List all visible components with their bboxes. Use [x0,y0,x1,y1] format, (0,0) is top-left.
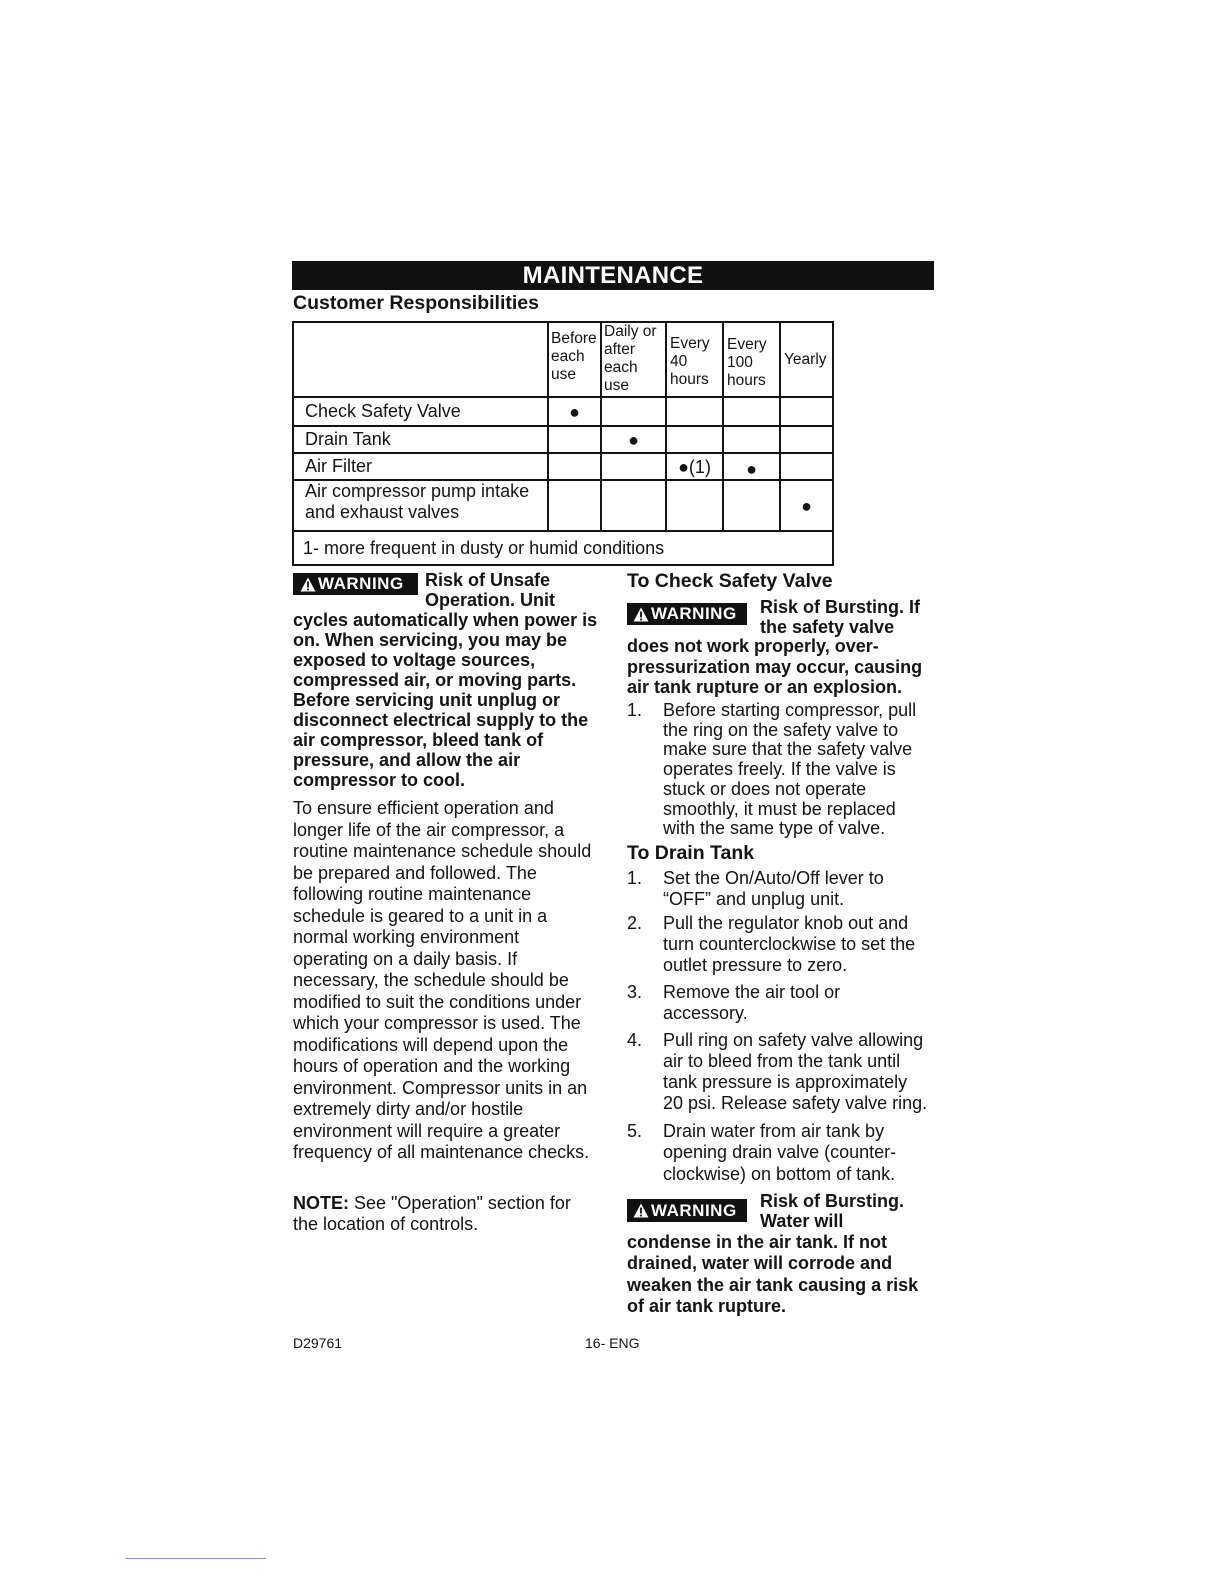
task-label [293,426,548,453]
schedule-mark [723,426,780,453]
warning-body-line: pressure, and allow the air [293,750,521,770]
warning-heading-line: the safety valve [760,617,895,637]
unsafe-operation-warning-body [293,610,597,790]
warning-body-line: air compressor, bleed tank of [293,730,544,750]
warning-heading-line: Operation. Unit [425,590,555,610]
column-header-line: Every [727,336,767,353]
warning-badge-label: WARNING [651,1200,737,1220]
task-label-line: Drain Tank [305,429,391,449]
column-header-every-40-hours [666,322,723,397]
paragraph-line: hours of operation and the working [293,1056,571,1076]
schedule-mark [601,397,666,426]
tank-water-warning-heading [760,1191,904,1231]
column-header-line: Every [670,335,710,352]
schedule-mark [723,397,780,426]
column-header-line: Yearly [784,350,827,368]
paragraph-line: longer life of the air compressor, a [293,819,565,840]
warning-badge [627,603,747,625]
schedule-row-drain-tank [293,426,833,453]
step-number: 4. [627,1029,643,1050]
step-text-line: outlet pressure to zero. [663,955,848,976]
schedule-footnote: 1- more frequent in dusty or humid conditions [293,531,833,565]
task-label-line: Check Safety Valve [305,401,461,421]
step-text [663,1121,896,1186]
warning-body-line: of air tank rupture. [627,1295,787,1316]
column-header-line: use [551,366,576,383]
column-header-line: after [604,341,636,358]
step-text-line: with the same type of valve. [663,818,886,839]
drain-tank-step [627,1030,927,1115]
step-text-line: clockwise) on bottom of tank. [663,1163,896,1184]
paragraph-line: schedule is geared to a unit in a [293,905,548,926]
decorative-rule [125,1558,266,1559]
paragraph-line: To ensure efficient operation and [293,798,554,818]
paragraph-line: routine maintenance schedule should [293,841,592,861]
schedule-mark: ● [548,397,601,426]
column-header-yearly [780,322,833,397]
warning-triangle-icon [300,577,316,592]
step-text-line: Pull the regulator knob out and [663,912,909,933]
document-id: D29761 [293,1335,343,1351]
warning-body-line: air tank rupture or an explosion. [627,677,903,697]
schedule-mark [666,480,723,531]
warning-triangle-icon [633,1203,649,1218]
paragraph-line: necessary, the schedule should be [293,970,569,990]
controls-note [293,1193,571,1235]
schedule-mark [780,397,833,426]
column-header-before-each-use [548,322,601,397]
safety-valve-warning-heading [760,597,920,637]
step-text-line: air to bleed from the tank until [663,1050,901,1071]
step-text-line: opening drain valve (counter- [663,1142,897,1162]
warning-body-line: compressor to cool. [293,770,466,790]
task-label-line: Air compressor pump intake [305,481,530,501]
check-safety-valve-title: To Check Safety Valve [627,570,833,592]
step-text-line: make sure that the safety valve [663,739,913,760]
column-header-line: Before [551,330,597,347]
step-number: 1. [627,700,643,720]
schedule-header-row [293,322,833,397]
paragraph-line: extremely dirty and/or hostile [293,1099,524,1119]
step-number: 5. [627,1120,643,1141]
column-header-line: hours [670,371,709,388]
schedule-row-air-filter [293,453,833,480]
warning-heading-line: Risk of Unsafe [425,570,551,590]
paragraph-line: which your compressor is used. The [293,1013,581,1033]
paragraph-line: modifications will depend upon the [293,1034,569,1055]
warning-badge [627,1199,747,1222]
column-header-daily [601,322,666,397]
schedule-mark [723,480,780,531]
warning-body-line: cycles automatically when power is [293,610,598,630]
warning-heading-line: Risk of Bursting. [760,1191,905,1211]
note-line: the location of controls. [293,1214,479,1234]
schedule-mark [548,426,601,453]
step-text [663,1030,927,1115]
step-text-line: stuck or does not operate [663,778,867,799]
note-line [293,1193,571,1214]
step-text-line: operates freely. If the valve is [663,759,896,780]
page-number: 16- ENG [585,1335,640,1351]
tank-water-warning-body [627,1232,918,1317]
step-text-line: 20 psi. Release safety valve ring. [663,1093,928,1114]
customer-responsibilities-title: Customer Responsibilities [293,292,539,314]
step-text-line: Set the On/Auto/Off lever to [663,867,884,888]
step-text-line: Remove the air tool or [663,981,841,1002]
schedule-mark [666,426,723,453]
column-header-line: hours [727,372,766,389]
schedule-mark: ● [780,480,833,531]
warning-body-line: Before servicing unit unplug or [293,690,561,710]
page-title: MAINTENANCE [522,262,704,289]
column-header-line: each [551,348,585,365]
schedule-footnote-row [293,531,833,565]
step-text-line: Before starting compressor, pull [663,700,917,720]
step-text-line: the ring on the safety valve to [663,719,899,740]
paragraph-line: modified to suit the conditions under [293,991,582,1012]
drain-tank-step [627,868,884,911]
drain-tank-step [627,1121,896,1186]
maintenance-schedule-table [292,321,834,566]
step-number: 2. [627,912,643,933]
column-header-line: Daily or [604,323,657,340]
paragraph-line: environment will require a greater [293,1120,561,1141]
warning-body-line: exposed to voltage sources, [293,650,536,670]
step-text [663,701,916,839]
safety-valve-warning-body [627,636,922,698]
unsafe-operation-warning-heading [425,570,555,610]
drain-tank-step [627,913,915,977]
task-label [293,453,548,480]
column-header-line: 100 [727,354,753,371]
safety-valve-step [627,701,916,839]
step-number: 1. [627,867,643,888]
paragraph-line: operating on a daily basis. If [293,948,518,969]
step-number: 3. [627,981,643,1002]
warning-triangle-icon [633,607,649,622]
task-column-header [293,322,548,397]
step-text-line: Drain water from air tank by [663,1120,885,1141]
warning-heading-line: Risk of Bursting. If [760,597,921,617]
schedule-mark: ●(1) [666,453,723,480]
warning-badge-label: WARNING [651,604,737,623]
column-header-line: each [604,359,638,376]
warning-body-line: weaken the air tank causing a risk [627,1274,919,1295]
warning-body-line: pressurization may occur, causing [627,656,923,677]
step-text [663,913,915,977]
warning-body-line: on. When servicing, you may be [293,630,568,650]
schedule-mark [780,426,833,453]
step-text-line: tank pressure is approximately [663,1072,908,1093]
warning-body-line: disconnect electrical supply to the [293,710,589,730]
task-label [293,480,548,531]
task-label-line: Air Filter [305,456,372,476]
schedule-mark [666,397,723,426]
paragraph-line: be prepared and followed. The [293,862,537,883]
warning-body-line: drained, water will corrode and [627,1253,893,1274]
drain-tank-step [627,982,840,1025]
schedule-mark [601,480,666,531]
note-text: See "Operation" section for [354,1193,571,1213]
column-header-every-100-hours [723,322,780,397]
paragraph-line: environment. Compressor units in an [293,1077,588,1098]
schedule-mark: ● [601,426,666,453]
paragraph-line: normal working environment [293,927,520,947]
step-text [663,868,884,911]
warning-body-line: condense in the air tank. If not [627,1232,888,1252]
step-text-line: Pull ring on safety valve allowing [663,1029,924,1050]
warning-badge-label: WARNING [318,574,404,593]
maintenance-header-bar [292,261,934,290]
step-text-line: turn counterclockwise to set the [663,933,916,954]
warning-heading-line: Water will [760,1211,844,1231]
warning-badge [293,573,418,595]
drain-tank-title: To Drain Tank [627,842,755,864]
schedule-row-check-safety-valve [293,397,833,426]
schedule-mark [601,453,666,480]
schedule-mark: ● [723,453,780,480]
warning-body-line: compressed air, or moving parts. [293,670,577,690]
task-label [293,397,548,426]
schedule-row-pump-valves [293,480,833,531]
step-text-line: “OFF” and unplug unit. [663,888,845,909]
schedule-mark [548,453,601,480]
warning-body-line: does not work properly, over- [627,636,879,656]
note-label: NOTE: [293,1193,349,1213]
column-header-line: 40 [670,353,688,370]
step-text-line: accessory. [663,1002,748,1023]
column-header-line: use [604,377,629,394]
step-text [663,982,840,1025]
schedule-mark [548,480,601,531]
paragraph-line: frequency of all maintenance checks. [293,1142,590,1162]
paragraph-line: following routine maintenance [293,884,532,904]
step-text-line: smoothly, it must be replaced [663,798,896,819]
schedule-mark [780,453,833,480]
maintenance-intro-paragraph [293,798,591,1164]
task-label-line: and exhaust valves [305,502,460,522]
